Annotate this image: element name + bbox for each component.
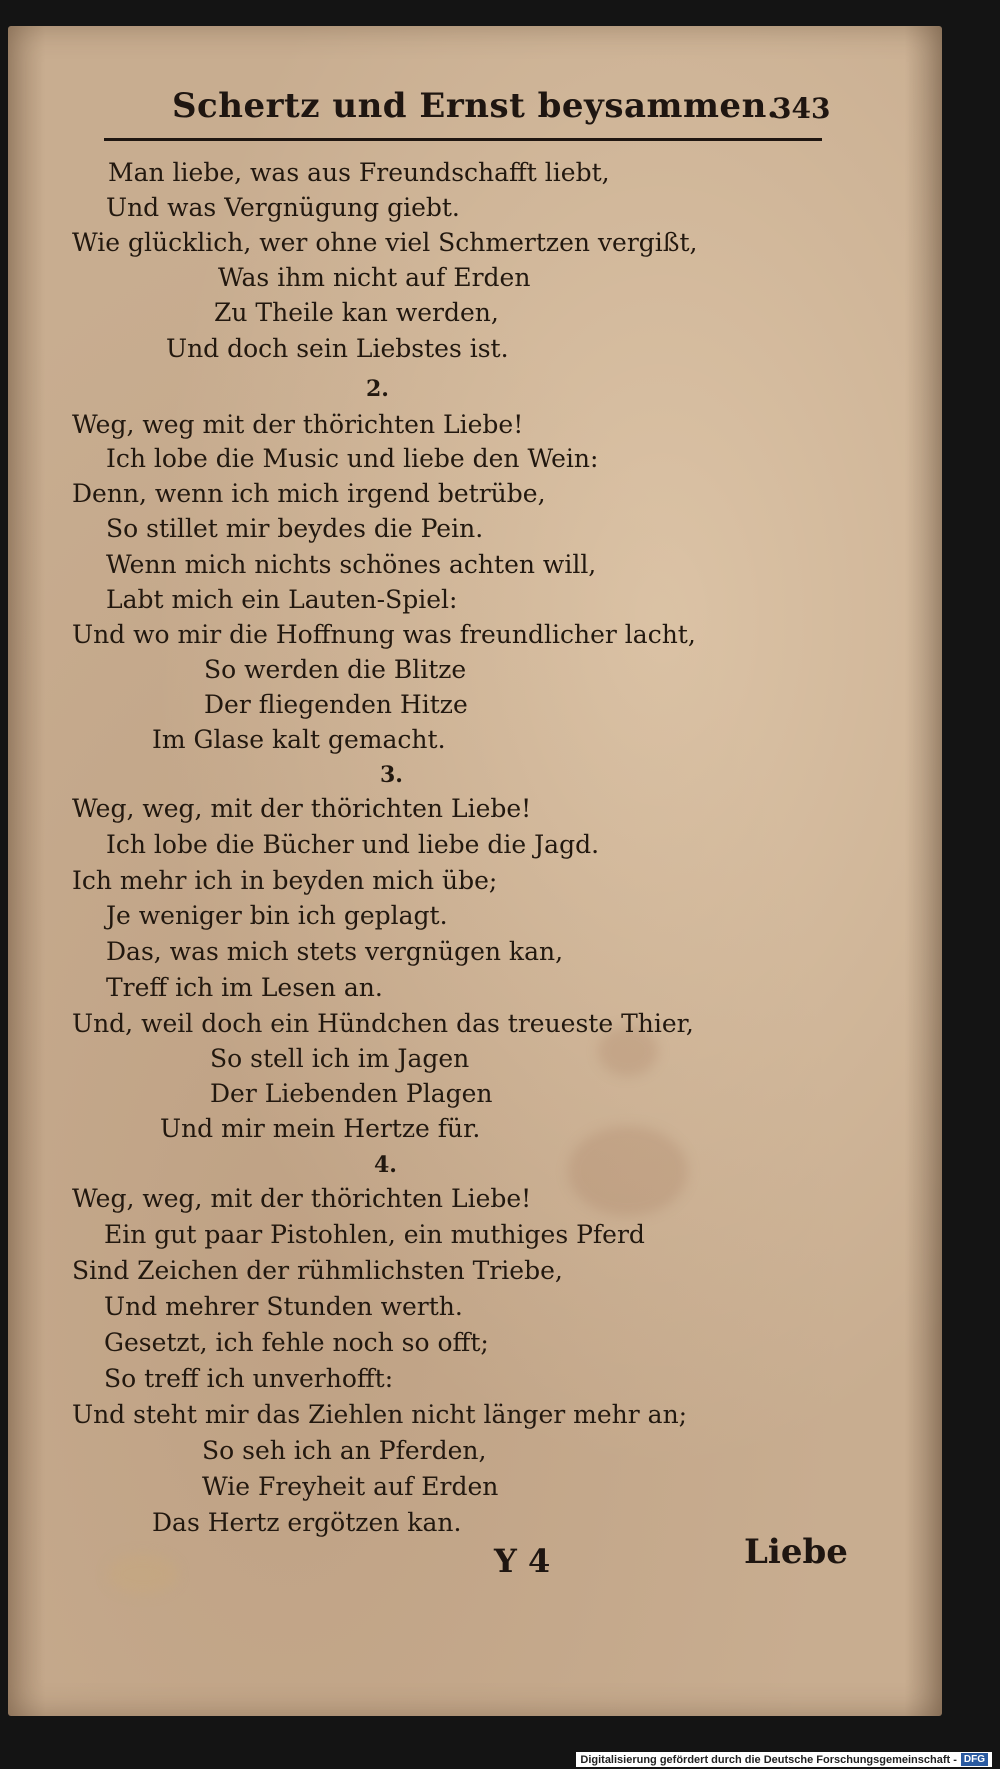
poem-line: Weg, weg, mit der thörichten Liebe!: [72, 794, 532, 823]
poem-line: Und was Vergnügung giebt.: [106, 193, 460, 222]
poem-line: Ich lobe die Music und liebe den Wein:: [106, 444, 599, 473]
digitization-credit: [576, 1752, 992, 1767]
poem-line: Man liebe, was aus Freundschafft liebt,: [108, 158, 610, 187]
poem-line: Weg, weg mit der thörichten Liebe!: [72, 410, 524, 439]
poem-line: Und, weil doch ein Hündchen das treueste Thier,: [72, 1009, 694, 1038]
poem-line: Sind Zeichen der rühmlichsten Triebe,: [72, 1256, 563, 1285]
poem-line: Labt mich ein Lauten-Spiel:: [106, 585, 458, 614]
poem-line: Wie Freyheit auf Erden: [202, 1472, 499, 1501]
poem-line: Ich lobe die Bücher und liebe die Jagd.: [106, 830, 600, 859]
poem-line: Das Hertz ergötzen kan.: [152, 1508, 462, 1537]
poem-line: So stillet mir beydes die Pein.: [106, 514, 484, 543]
poem-line: So treff ich unverhofft:: [104, 1364, 394, 1393]
poem-line: Wenn mich nichts schönes achten will,: [106, 550, 597, 579]
poem-line: Je weniger bin ich geplagt.: [106, 901, 448, 930]
dfg-logo: DFG: [961, 1753, 988, 1766]
poem-line: Denn, wenn ich mich irgend betrübe,: [72, 479, 546, 508]
poem-line: Und wo mir die Hoffnung was freundlicher lacht,: [72, 620, 696, 649]
catchword: Liebe: [744, 1532, 848, 1572]
poem-line: Das, was mich stets vergnügen kan,: [106, 937, 564, 966]
poem-line: Wie glücklich, wer ohne viel Schmertzen vergißt,: [72, 228, 698, 257]
page-number: 343: [772, 92, 831, 125]
stanza-number: 2.: [366, 376, 389, 402]
poem-line: Was ihm nicht auf Erden: [218, 263, 531, 292]
credit-text: Digitalisierung gefördert durch die Deutsche Forschungsgemeinschaft -: [580, 1753, 957, 1766]
poem-line: Weg, weg, mit der thörichten Liebe!: [72, 1184, 532, 1213]
paper-stain: [108, 1554, 178, 1594]
header-rule: [104, 138, 822, 141]
poem-line: Der fliegenden Hitze: [204, 690, 468, 719]
poem-line: Zu Theile kan werden,: [214, 298, 499, 327]
paper-stain: [568, 1126, 688, 1216]
poem-line: Gesetzt, ich fehle noch so offt;: [104, 1328, 489, 1357]
poem-line: So seh ich an Pferden,: [202, 1436, 487, 1465]
poem-line: Der Liebenden Plagen: [210, 1079, 493, 1108]
poem-line: Treff ich im Lesen an.: [106, 973, 383, 1002]
poem-line: Und steht mir das Ziehlen nicht länger mehr an;: [72, 1400, 688, 1429]
poem-line: So stell ich im Jagen: [210, 1044, 470, 1073]
stanza-number: 4.: [374, 1152, 397, 1178]
poem-line: Ich mehr ich in beyden mich übe;: [72, 866, 498, 895]
poem-line: Und doch sein Liebstes ist.: [166, 334, 509, 363]
poem-line: Im Glase kalt gemacht.: [152, 725, 446, 754]
stanza-number: 3.: [380, 762, 403, 788]
poem-line: Ein gut paar Pistohlen, ein muthiges Pferd: [104, 1220, 645, 1249]
signature-mark: Y 4: [494, 1542, 551, 1580]
poem-line: Und mehrer Stunden werth.: [104, 1292, 463, 1321]
running-head: Schertz und Ernst beysammen.: [172, 86, 780, 126]
poem-line: So werden die Blitze: [204, 655, 467, 684]
poem-line: Und mir mein Hertze für.: [160, 1114, 481, 1143]
